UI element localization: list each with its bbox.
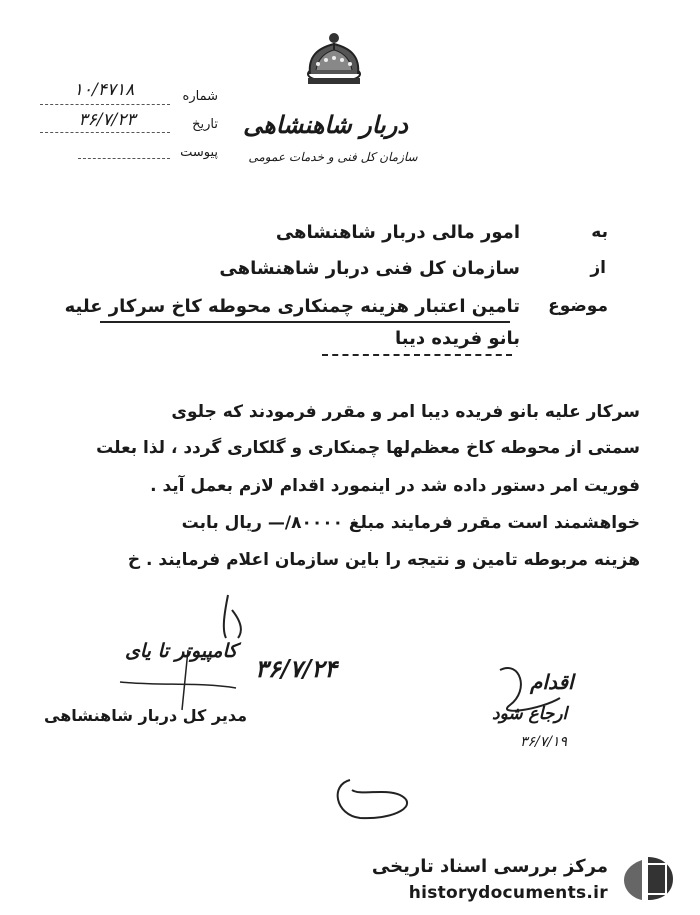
- date-value: ۳۶/۷/۲۳: [78, 110, 136, 130]
- from-label: از: [590, 258, 606, 278]
- right-note-1: اقدام: [530, 670, 574, 694]
- body-line-4: خواهشمند است مقرر فرمایند مبلغ ۸۰۰۰۰/— ریال بابت: [181, 513, 640, 533]
- archive-url: historydocuments.ir: [408, 883, 608, 903]
- handwritten-note: کامپیوتر تا یای: [125, 640, 238, 662]
- right-note-2: ارجاع شود: [492, 704, 568, 724]
- subject-value-line-1: تامین اعتبار هزینه چمنکاری محوطه کاخ سرکار علیه: [64, 296, 520, 317]
- to-value: امور مالی دربار شاهنشاهی: [275, 222, 520, 243]
- subject-label: موضوع: [548, 296, 608, 316]
- subject-value-line-2: بانو فریده دیبا: [395, 328, 520, 349]
- director-title: مدیر کل دربار شاهنشاهی: [44, 706, 247, 725]
- number-value: ۱۰/۴۷۱۸: [73, 80, 135, 100]
- crown-emblem-icon: [298, 30, 370, 92]
- archive-center-title: مرکز بررسی اسناد تاریخی: [371, 856, 608, 877]
- body-line-1: سرکار علیه بانو فریده دیبا امر و مقرر فرمودند که جلوی: [171, 402, 640, 422]
- number-label: شماره: [182, 89, 218, 104]
- right-note-date: ۳۶/۷/۱۹: [520, 734, 568, 750]
- from-value: سازمان کل فنی دربار شاهنشاهی: [219, 258, 520, 279]
- organization-name: سازمان کل فنی و خدمات عمومی: [248, 150, 418, 164]
- body-line-3: فوریت امر دستور داده شد در اینمورد اقدام لازم بعمل آید .: [150, 476, 640, 496]
- body-line-5: هزینه مربوطه تامین و نتیجه را باین سازمان اعلام فرمایند . خ: [127, 550, 640, 570]
- handwritten-date: ۳۶/۷/۲۴: [255, 654, 337, 683]
- archive-logo-icon: [618, 852, 678, 902]
- court-name-heading: دربار شاهنشاهی: [243, 110, 408, 139]
- to-label: به: [591, 222, 608, 242]
- attachment-label: پیوست: [180, 145, 218, 160]
- body-line-2: سمتی از محوطه کاخ معظم‌لها چمنکاری و گلکاری گردد ، لذا بعلت: [96, 438, 640, 458]
- date-label: تاریخ: [192, 117, 218, 132]
